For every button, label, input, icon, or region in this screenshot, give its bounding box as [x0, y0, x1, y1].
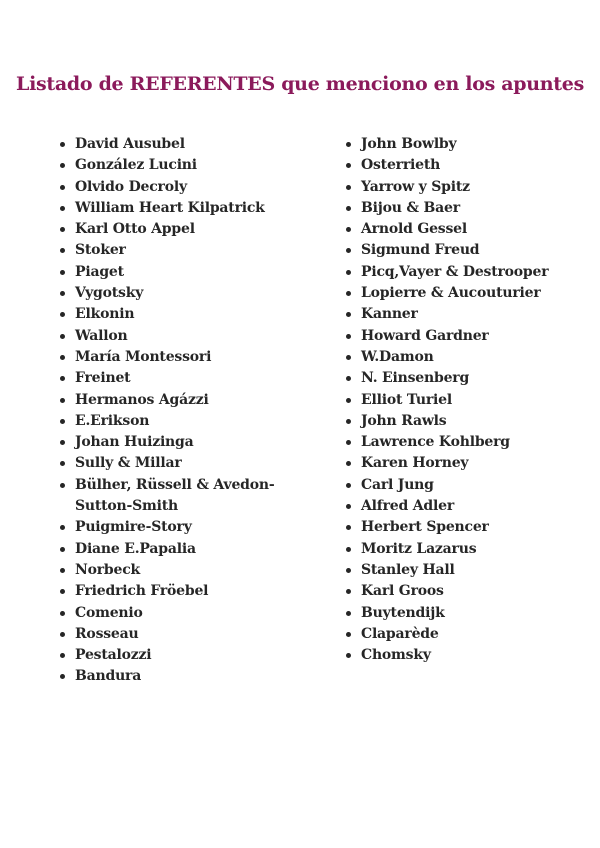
- reference-name: Claparède: [361, 625, 439, 642]
- reference-name: Karen Horney: [361, 455, 469, 472]
- list-item: [344, 304, 584, 325]
- bullet-icon: [346, 653, 351, 658]
- reference-name: Elkonin: [75, 306, 135, 323]
- bullet-icon: [60, 419, 65, 424]
- reference-name: Elliot Turiel: [361, 391, 452, 408]
- bullet-icon: [346, 568, 351, 573]
- list-item: [58, 390, 323, 411]
- bullet-icon: [346, 504, 351, 509]
- list-item: [344, 155, 584, 176]
- bullet-icon: [346, 376, 351, 381]
- bullet-icon: [346, 185, 351, 190]
- reference-name: N. Einsenberg: [361, 370, 470, 387]
- bullet-icon: [346, 270, 351, 275]
- bullet-icon: [60, 589, 65, 594]
- bullet-icon: [346, 589, 351, 594]
- reference-name: David Ausubel: [75, 136, 185, 152]
- list-item: [344, 198, 584, 219]
- list-item: [58, 581, 323, 602]
- reference-name: Pestalozzi: [75, 647, 152, 664]
- reference-name: Vygotsky: [75, 285, 144, 302]
- list-item: [344, 134, 584, 155]
- bullet-icon: [346, 461, 351, 466]
- list-item: [344, 560, 584, 581]
- list-item: [344, 262, 584, 283]
- reference-name: Olvido Decroly: [75, 178, 187, 195]
- bullet-icon: [60, 248, 65, 253]
- list-item: [58, 262, 323, 283]
- list-item: [344, 539, 584, 560]
- list-item: [58, 347, 323, 368]
- reference-name: Yarrow y Spitz: [361, 178, 470, 195]
- list-item: [344, 475, 584, 496]
- reference-name: John Rawls: [361, 412, 447, 429]
- reference-name: Alfred Adler: [361, 498, 455, 515]
- list-item: [344, 411, 584, 432]
- reference-name: Stoker: [75, 242, 126, 259]
- bullet-icon: [60, 270, 65, 275]
- reference-name: Johan Huizinga: [75, 434, 194, 451]
- reference-name: Moritz Lazarus: [361, 540, 477, 557]
- list-item: [58, 453, 323, 474]
- bullet-icon: [60, 525, 65, 530]
- reference-name: Diane E.Papalia: [75, 540, 196, 557]
- bullet-icon: [346, 291, 351, 296]
- reference-name: Norbeck: [75, 561, 141, 578]
- bullet-icon: [60, 547, 65, 552]
- list-item: [344, 219, 584, 240]
- bullet-icon: [60, 461, 65, 466]
- reference-name: Bijou & Baer: [361, 199, 460, 216]
- bullet-icon: [60, 312, 65, 317]
- reference-name: Friedrich Fröebel: [75, 583, 209, 600]
- reference-name: Chomsky: [361, 647, 431, 664]
- reference-name: María Montessori: [75, 348, 212, 365]
- page-title: Listado de REFERENTES que menciono en los apuntes: [16, 72, 584, 95]
- reference-name: Rosseau: [75, 625, 139, 642]
- list-item: [344, 283, 584, 304]
- list-item: [58, 134, 323, 155]
- bullet-icon: [60, 632, 65, 637]
- reference-name: Buytendijk: [361, 604, 445, 621]
- reference-name: E.Erikson: [75, 412, 150, 429]
- bullet-icon: [60, 142, 65, 147]
- list-item: [58, 560, 323, 581]
- list-item: [58, 432, 323, 453]
- reference-name: González Lucini: [75, 157, 197, 174]
- list-item: [344, 432, 584, 453]
- reference-name: Hermanos Agázzi: [75, 391, 209, 408]
- bullet-icon: [346, 312, 351, 317]
- list-item: [58, 645, 323, 666]
- list-item: [344, 240, 584, 261]
- list-item: [58, 219, 323, 240]
- reference-name: W.Damon: [361, 348, 434, 365]
- reference-name: Freinet: [75, 370, 131, 387]
- reference-name: Karl Groos: [361, 583, 444, 600]
- list-item: [344, 645, 584, 666]
- references-list-left: [58, 134, 323, 688]
- reference-name: Lawrence Kohlberg: [361, 434, 510, 451]
- list-item: [58, 666, 323, 687]
- bullet-icon: [60, 291, 65, 296]
- reference-name: William Heart Kilpatrick: [75, 199, 265, 216]
- list-item: [344, 581, 584, 602]
- list-item: [58, 411, 323, 432]
- reference-name: John Bowlby: [361, 136, 457, 152]
- list-item: [344, 177, 584, 198]
- bullet-icon: [60, 611, 65, 616]
- bullet-icon: [60, 334, 65, 339]
- list-item: [344, 453, 584, 474]
- bullet-icon: [346, 398, 351, 403]
- reference-name: Carl Jung: [361, 476, 434, 493]
- reference-name: Sully & Millar: [75, 455, 182, 472]
- bullet-icon: [346, 611, 351, 616]
- list-item: [58, 603, 323, 624]
- bullet-icon: [60, 206, 65, 211]
- bullet-icon: [346, 547, 351, 552]
- reference-name: Comenio: [75, 604, 143, 621]
- list-item: [58, 198, 323, 219]
- list-item: [344, 347, 584, 368]
- bullet-icon: [346, 632, 351, 637]
- bullet-icon: [346, 142, 351, 147]
- list-item: [58, 240, 323, 261]
- list-item: [58, 539, 323, 560]
- bullet-icon: [346, 483, 351, 488]
- list-item: [344, 368, 584, 389]
- bullet-icon: [346, 163, 351, 168]
- reference-name: Wallon: [75, 327, 128, 344]
- bullet-icon: [346, 248, 351, 253]
- reference-name: Kanner: [361, 306, 418, 323]
- bullet-icon: [60, 355, 65, 360]
- bullet-icon: [346, 206, 351, 211]
- reference-name: Karl Otto Appel: [75, 221, 195, 238]
- reference-name: Stanley Hall: [361, 561, 455, 578]
- list-item: [58, 368, 323, 389]
- bullet-icon: [60, 674, 65, 679]
- reference-name: Arnold Gessel: [361, 221, 467, 238]
- reference-name: Bandura: [75, 668, 142, 685]
- bullet-icon: [60, 185, 65, 190]
- list-item: [58, 326, 323, 347]
- reference-name: Bülher, Rüssell & Avedon-Sutton-Smith: [75, 476, 275, 515]
- list-item: [58, 624, 323, 645]
- reference-name: Sigmund Freud: [361, 242, 480, 259]
- reference-name: Howard Gardner: [361, 327, 489, 344]
- bullet-icon: [346, 355, 351, 360]
- bullet-icon: [60, 483, 65, 488]
- bullet-icon: [60, 376, 65, 381]
- bullet-icon: [346, 440, 351, 445]
- reference-name: Piaget: [75, 263, 124, 280]
- reference-name: Picq,Vayer & Destrooper: [361, 263, 549, 280]
- list-item: [58, 155, 323, 176]
- list-item: [58, 517, 323, 538]
- list-item: [344, 624, 584, 645]
- list-item: [58, 475, 323, 518]
- bullet-icon: [60, 653, 65, 658]
- reference-name: Herbert Spencer: [361, 519, 489, 536]
- references-list-right: [344, 134, 584, 666]
- bullet-icon: [60, 398, 65, 403]
- list-item: [344, 603, 584, 624]
- bullet-icon: [60, 440, 65, 445]
- list-item: [344, 496, 584, 517]
- list-item: [58, 304, 323, 325]
- bullet-icon: [346, 419, 351, 424]
- bullet-icon: [346, 334, 351, 339]
- list-item: [344, 390, 584, 411]
- list-item: [58, 283, 323, 304]
- list-item: [58, 177, 323, 198]
- list-item: [344, 517, 584, 538]
- bullet-icon: [346, 227, 351, 232]
- reference-name: Lopierre & Aucouturier: [361, 285, 541, 302]
- reference-name: Osterrieth: [361, 157, 441, 174]
- bullet-icon: [60, 163, 65, 168]
- bullet-icon: [60, 227, 65, 232]
- list-item: [344, 326, 584, 347]
- bullet-icon: [60, 568, 65, 573]
- reference-name: Puigmire-Story: [75, 519, 192, 536]
- bullet-icon: [346, 525, 351, 530]
